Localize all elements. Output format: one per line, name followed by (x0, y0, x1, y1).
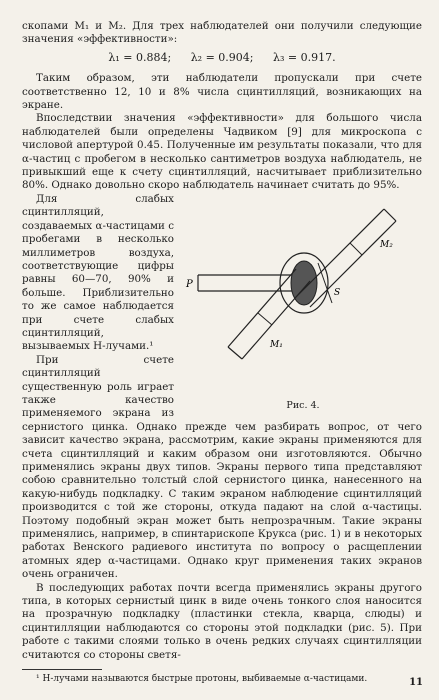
page-number: 11 (409, 677, 423, 688)
label-p: P (186, 278, 193, 290)
label-m1: M₁ (270, 339, 283, 350)
page-body (22, 20, 422, 685)
microscope-diagram (184, 197, 422, 397)
footnote-divider (22, 669, 102, 670)
paragraph-6: В последующих работах почти всегда применялись экраны другого типа, в которых сернистый цинк в виде очень тонкого слоя наносится на прозрачную подкладку (пластинки стекла, кварца, слюды) и сцинтилляции наблюдаются со стороны этой подкладки (рис. 5). При работе с такими слоями только в очень редких случаях сцинтилляции считаются со стороны светя- (22, 581, 422, 661)
label-s: S (334, 287, 341, 298)
equation-lambda-2: λ₂ = 0.904; (190, 50, 254, 64)
figure-4 (184, 197, 422, 415)
efficiency-equations (22, 51, 422, 64)
paragraph-2: Таким образом, эти наблюдатели пропускали при счете соответственно 12, 10 и 8% числа сцинтилляций, возникающих на экране. (22, 72, 422, 112)
equation-lambda-1: λ₁ = 0.884; (108, 50, 172, 64)
figure-caption: Рис. 4. (286, 400, 320, 412)
paragraph-1: скопами M₁ и M₂. Для трех наблюдателей они получили следующие значения «эффективности»: (22, 20, 422, 46)
paragraph-5: При счете сцинтилляций существенную роль играет также качество применяемого экрана из сернистого цинка. Однако прежде чем разбирать вопрос, от чего зависит качество экрана, рассмотрим, какие экраны применяются для счета сцинтилляций и каким образом они изготовляются. Обычно применялись экраны двух типов. Экраны первого типа представляют собою сравнительно толстый слой сернистого цинка, нанесенного на какую-нибудь подкладку. С таким экраном наблюдение сцинтилляций производится с той же стороны, откуда падают на слой α-частицы. Поэтому подобный экран может быть непрозрачным. Такие экраны применялись, например, в спинтарископе Крукса (рис. 1) и в некоторых работах Венского радиевого института по вопросу о расщеплении атомных ядер α-частицами. Однако круг применения таких экранов очень ограничен. (22, 353, 422, 581)
paragraph-3: Впоследствии значения «эффективности» для большого числа наблюдателей были определены Чадвиком [9] для микроскопа с числовой апертурой 0.45. Полученные им результаты показали, что для α-частиц с пробегом в несколько сантиметров воздуха наблюдатель, не привыкший еще к счету сцинтилляций, насчитывает приблизительно 80%. Однако довольно скоро наблюдатель начинает считать до 95%. (22, 112, 422, 192)
equation-lambda-3: λ₃ = 0.917. (273, 50, 336, 64)
footnote: ¹ H-лучами называются быстрые протоны, выбиваемые α-частицами. (36, 674, 368, 685)
label-m2: M₂ (380, 239, 393, 250)
paragraph-4: Для слабых сцинтилляций, создаваемых α-частицами с пробегами в несколько миллиметров воздуха, соответствующие цифры равны 60—70, 90% и больше. Приблизительно то же самое наблюдается при счете слабых сцинтилляций, вызываемых H-лучами.¹ (22, 192, 174, 353)
